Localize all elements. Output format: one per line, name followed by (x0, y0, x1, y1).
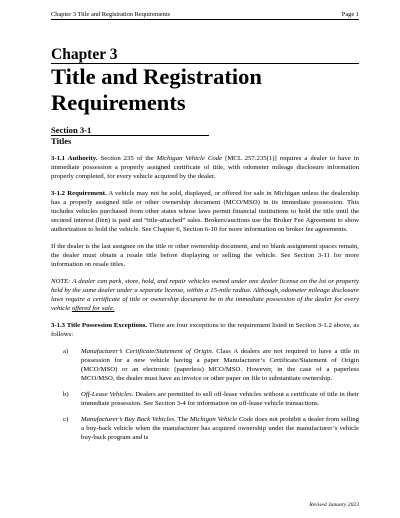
paragraph-authority (51, 154, 359, 181)
paragraph-requirement (51, 189, 359, 234)
chapter-title: Title and Registration Requirements (51, 64, 262, 115)
requirement-text: A vehicle may not be sold, displayed, or offered for sale in Michigan unless the dealership has a properly assigned title or other ownership document (MCO/MSO) in its immediate possession. This includes vehicles purchased from other states whose laws permit financial institutions to hold the title until the secured interest (lien) is paid and “title-attached” sales. Brokers/auctions use the Broker Fee Agreement to show authorization to hold the vehicle. See Chapter 6, Section 6-10 for more information on broker fee agreements. (51, 190, 359, 233)
list-letter: b) (63, 391, 69, 398)
list-letter: c) (63, 416, 69, 423)
running-header (51, 10, 359, 20)
heading-exceptions: 3-1.3 Title Possession Exceptions. (51, 322, 148, 329)
authority-text-1: Section 235 of the (97, 155, 157, 162)
note-text: NOTE: A dealer can park, store, hold, and repair vehicles owned under one dealer license on the lot or property held by the same dealer under a separate license, within a 15-mile radius. Although, odometer mileage disclosure laws require a certificate of title or ownership document be in the immediate possession of the dealer for every vehicle (51, 278, 359, 312)
list-body: does not prohibit a dealer from selling a buy-back vehicle when the manufacturer has acquired ownership under the manufacturer’s vehicle buy-back program and is (81, 416, 360, 441)
chapter-number: Chapter 3 (51, 46, 118, 63)
list-title: Manufacturer’s Certificate/Statement of Origin. (81, 348, 214, 355)
running-header-chapter: Chapter 3 Title and Registration Requirements (51, 11, 171, 18)
body-text (51, 154, 359, 449)
list-item (51, 347, 359, 383)
heading-authority: 3-1.1 Authority. (51, 155, 98, 162)
list-title: Manufacturer’s Buy Back Vehicles. (81, 416, 176, 423)
vehicle-code-ref: Michigan Vehicle Code (156, 155, 223, 162)
list-title: Off-Lease Vehicles. (81, 391, 134, 398)
authority-text-2: [MCL 257.235(1)] requires a dealer to have in immediate possession a properly assigned certificate of title, with odometer mileage disclosure information properly completed, for every vehicle acquired by the dealer. (51, 155, 359, 180)
paragraph-resale: If the dealer is the last assignee on the title or other ownership document, and no blank assignment spaces remain, the dealer must obtain a resale title before displaying or selling the vehicle. See Section 3-11 for more information on resale titles. (51, 243, 359, 268)
list-text (81, 390, 359, 408)
list-item (51, 415, 359, 442)
revision-date: Revised January 2023 (309, 502, 359, 508)
note-underlined: offered for sale. (71, 305, 115, 312)
note-paragraph (51, 277, 359, 313)
heading-requirement: 3-1.2 Requirement. (51, 190, 107, 197)
section-number: Section 3-1 (51, 125, 209, 136)
paragraph-exceptions (51, 321, 359, 339)
list-body: Class A dealers are not required to have a title in possession for a new vehicle having a paper Manufacturer’s Certificate/Statement of Origin (MCO/MSO) or an electronic (paperless) MCO/MSO. However, in the case of a paperless MCO/MSO, the dealer must have an invoice or other paper on file to substantiate ownership. (81, 348, 359, 382)
exceptions-text: There are four exceptions to the requirement listed in Section 3-1.2 above, as follows: (51, 322, 360, 338)
section-title: Titles (51, 136, 72, 146)
list-body: Dealers are permitted to sell off-lease vehicles without a certificate of title in their immediate possession. See Section 3-4 for information on off-lease vehicle transactions. (81, 391, 359, 407)
list-text (81, 347, 359, 383)
running-header-page: Page 1 (341, 11, 359, 18)
vehicle-code-ref: Michigan Vehicle Code (189, 416, 254, 423)
list-letter: a) (63, 348, 69, 355)
list-body-pre: The (175, 416, 190, 423)
list-text (81, 415, 359, 442)
list-item (51, 390, 359, 408)
